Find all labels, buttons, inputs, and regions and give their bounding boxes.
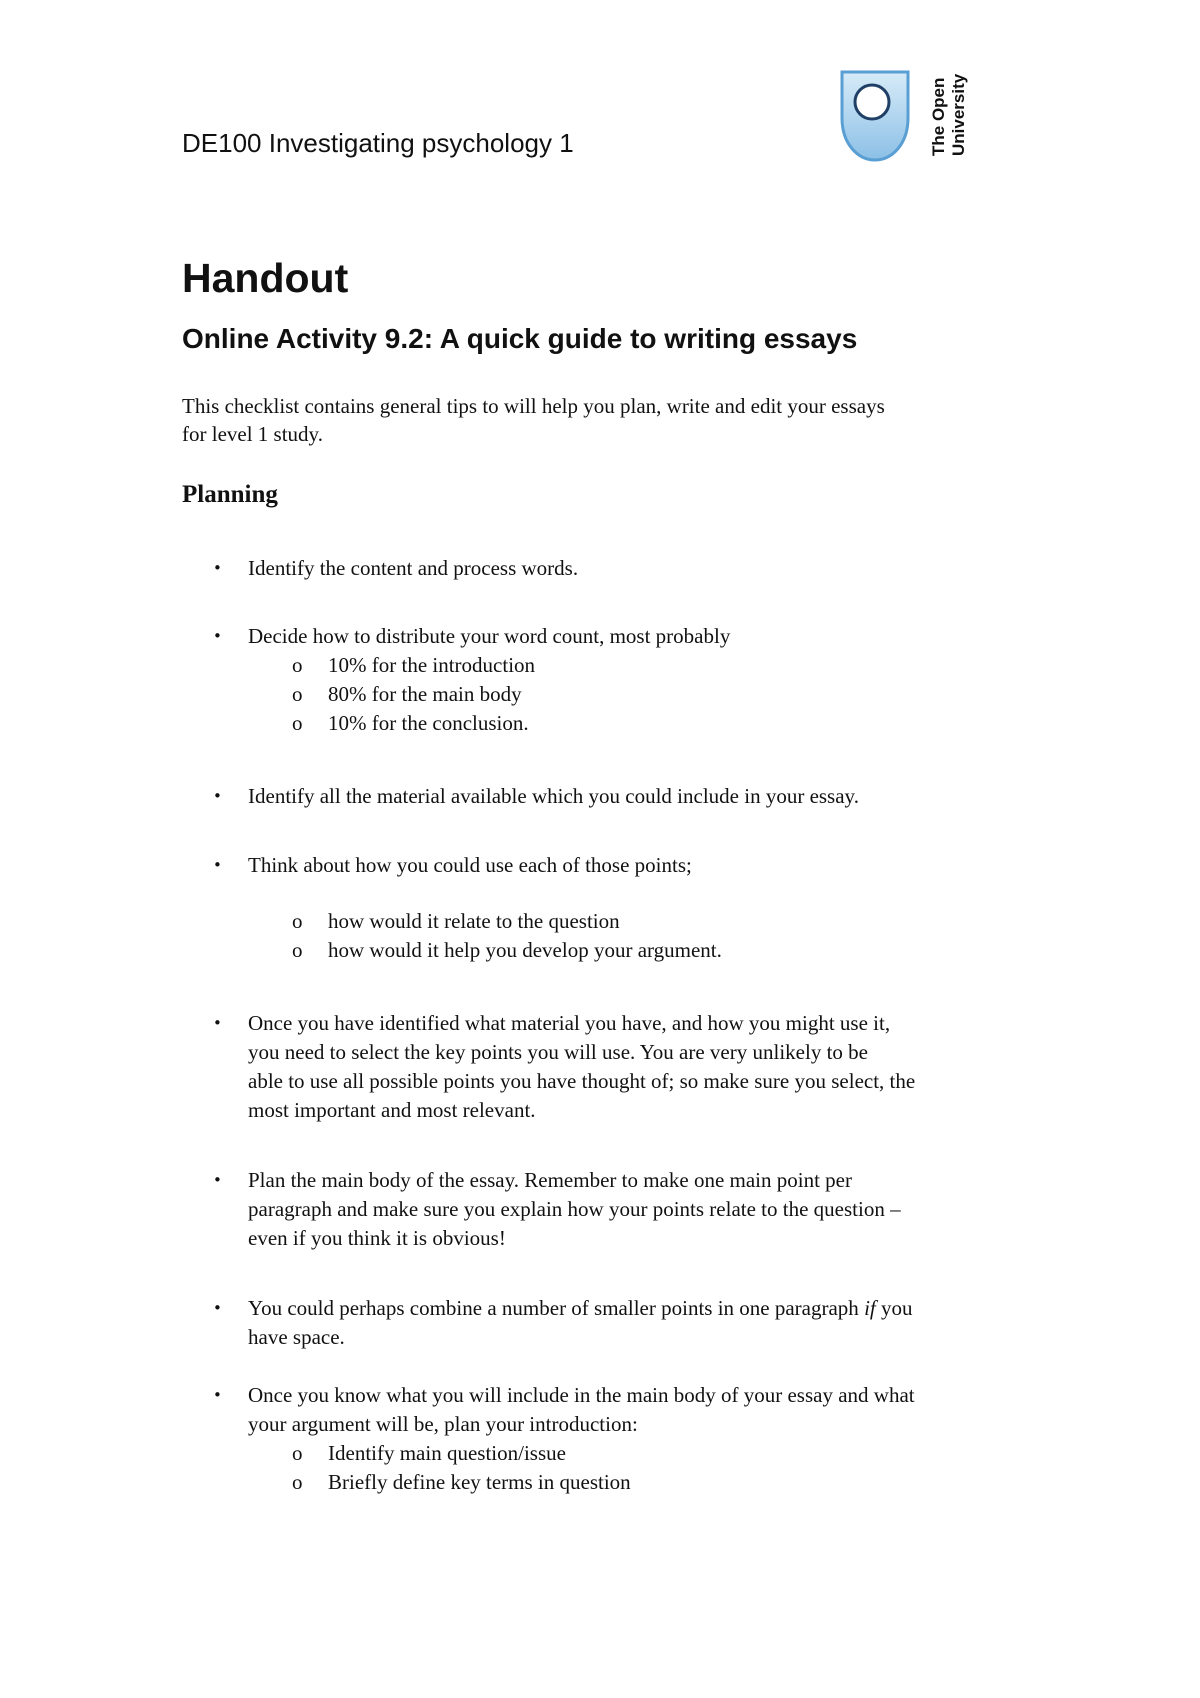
text-line: have space. [248,1325,345,1349]
text-line: Once you know what you will include in the main body of your essay and what [248,1383,915,1407]
text-line: Plan the main body of the essay. Remember to make one main point per [248,1168,852,1192]
text-line: your argument will be, plan your introduction: [248,1412,638,1436]
sub-item-text: 10% for the introduction [328,653,536,677]
checklist-item [213,1294,1033,1352]
checklist-item [213,622,1033,651]
sub-item [292,936,1032,965]
sub-item [292,1439,1032,1468]
checklist-item-text [248,1381,1033,1439]
university-shield-icon [838,68,970,168]
bullet-icon: • [213,1386,222,1404]
text-line: Once you have identified what material you have, and how you might use it, [248,1011,891,1035]
bullet-icon: • [213,1014,222,1032]
checklist-item [213,851,1033,880]
text-line: paragraph and make sure you explain how your points relate to the question – [248,1197,901,1221]
sub-item [292,1468,1032,1497]
sub-item [292,680,1032,709]
sub-item [292,709,1032,738]
sub-item-text: 80% for the main body [328,682,522,706]
text-line: most important and most relevant. [248,1098,536,1122]
bullet-icon: • [213,787,222,805]
sub-bullet-icon: o [292,711,303,735]
text-line [248,1294,1033,1323]
checklist-item [213,1381,1033,1439]
logo-text-line2: University [949,73,968,156]
checklist-item [213,1009,1033,1125]
bullet-icon: • [213,1299,222,1317]
sub-bullet-icon: o [292,938,303,962]
course-title: DE100 Investigating psychology 1 [182,128,574,158]
checklist-item [213,554,1033,583]
bullet-icon: • [213,856,222,874]
emphasis-if: if [864,1296,876,1320]
sub-item-text: 10% for the conclusion. [328,711,529,735]
checklist-item-text: Identify the content and process words. [248,556,579,580]
intro-line: for level 1 study. [182,422,323,446]
intro-line: This checklist contains general tips to will help you plan, write and edit your essays [182,394,885,418]
checklist-item [213,1166,1033,1253]
section-heading-planning: Planning [182,481,278,508]
checklist-item [213,782,1033,811]
text-segment: You could perhaps combine a number of smaller points in one paragraph [248,1296,859,1320]
checklist-item-text: Think about how you could use each of those points; [248,853,692,877]
sub-bullet-icon: o [292,653,303,677]
sub-bullet-icon: o [292,1441,303,1465]
open-university-logo [838,68,970,168]
sub-item-text: how would it help you develop your argument. [328,938,722,962]
checklist-item-text: Identify all the material available which you could include in your essay. [248,784,859,808]
document-title: Handout [182,255,349,301]
sub-bullet-icon: o [292,909,303,933]
sub-item-text: Briefly define key terms in question [328,1470,631,1494]
text-line: even if you think it is obvious! [248,1226,506,1250]
sub-bullet-icon: o [292,1470,303,1494]
text-line: able to use all possible points you have thought of; so make sure you select, the [248,1069,916,1093]
checklist-item-text [248,1166,1033,1253]
checklist-item-text: Decide how to distribute your word count, most probably [248,624,731,648]
activity-title: Online Activity 9.2: A quick guide to writing essays [182,323,858,354]
sub-item [292,907,1032,936]
sub-bullet-icon: o [292,682,303,706]
text-segment: you [880,1296,913,1320]
bullet-icon: • [213,1171,222,1189]
text-line: you need to select the key points you will use. You are very unlikely to be [248,1040,868,1064]
logo-text-line1: The Open [929,77,948,156]
bullet-icon: • [213,627,222,645]
bullet-icon: • [213,559,222,577]
sub-item [292,651,1032,680]
checklist-item-text [248,1009,1033,1125]
intro-paragraph [182,392,1012,448]
sub-item-text: Identify main question/issue [328,1441,566,1465]
sub-item-text: how would it relate to the question [328,909,620,933]
checklist-item-text [248,1294,1033,1352]
